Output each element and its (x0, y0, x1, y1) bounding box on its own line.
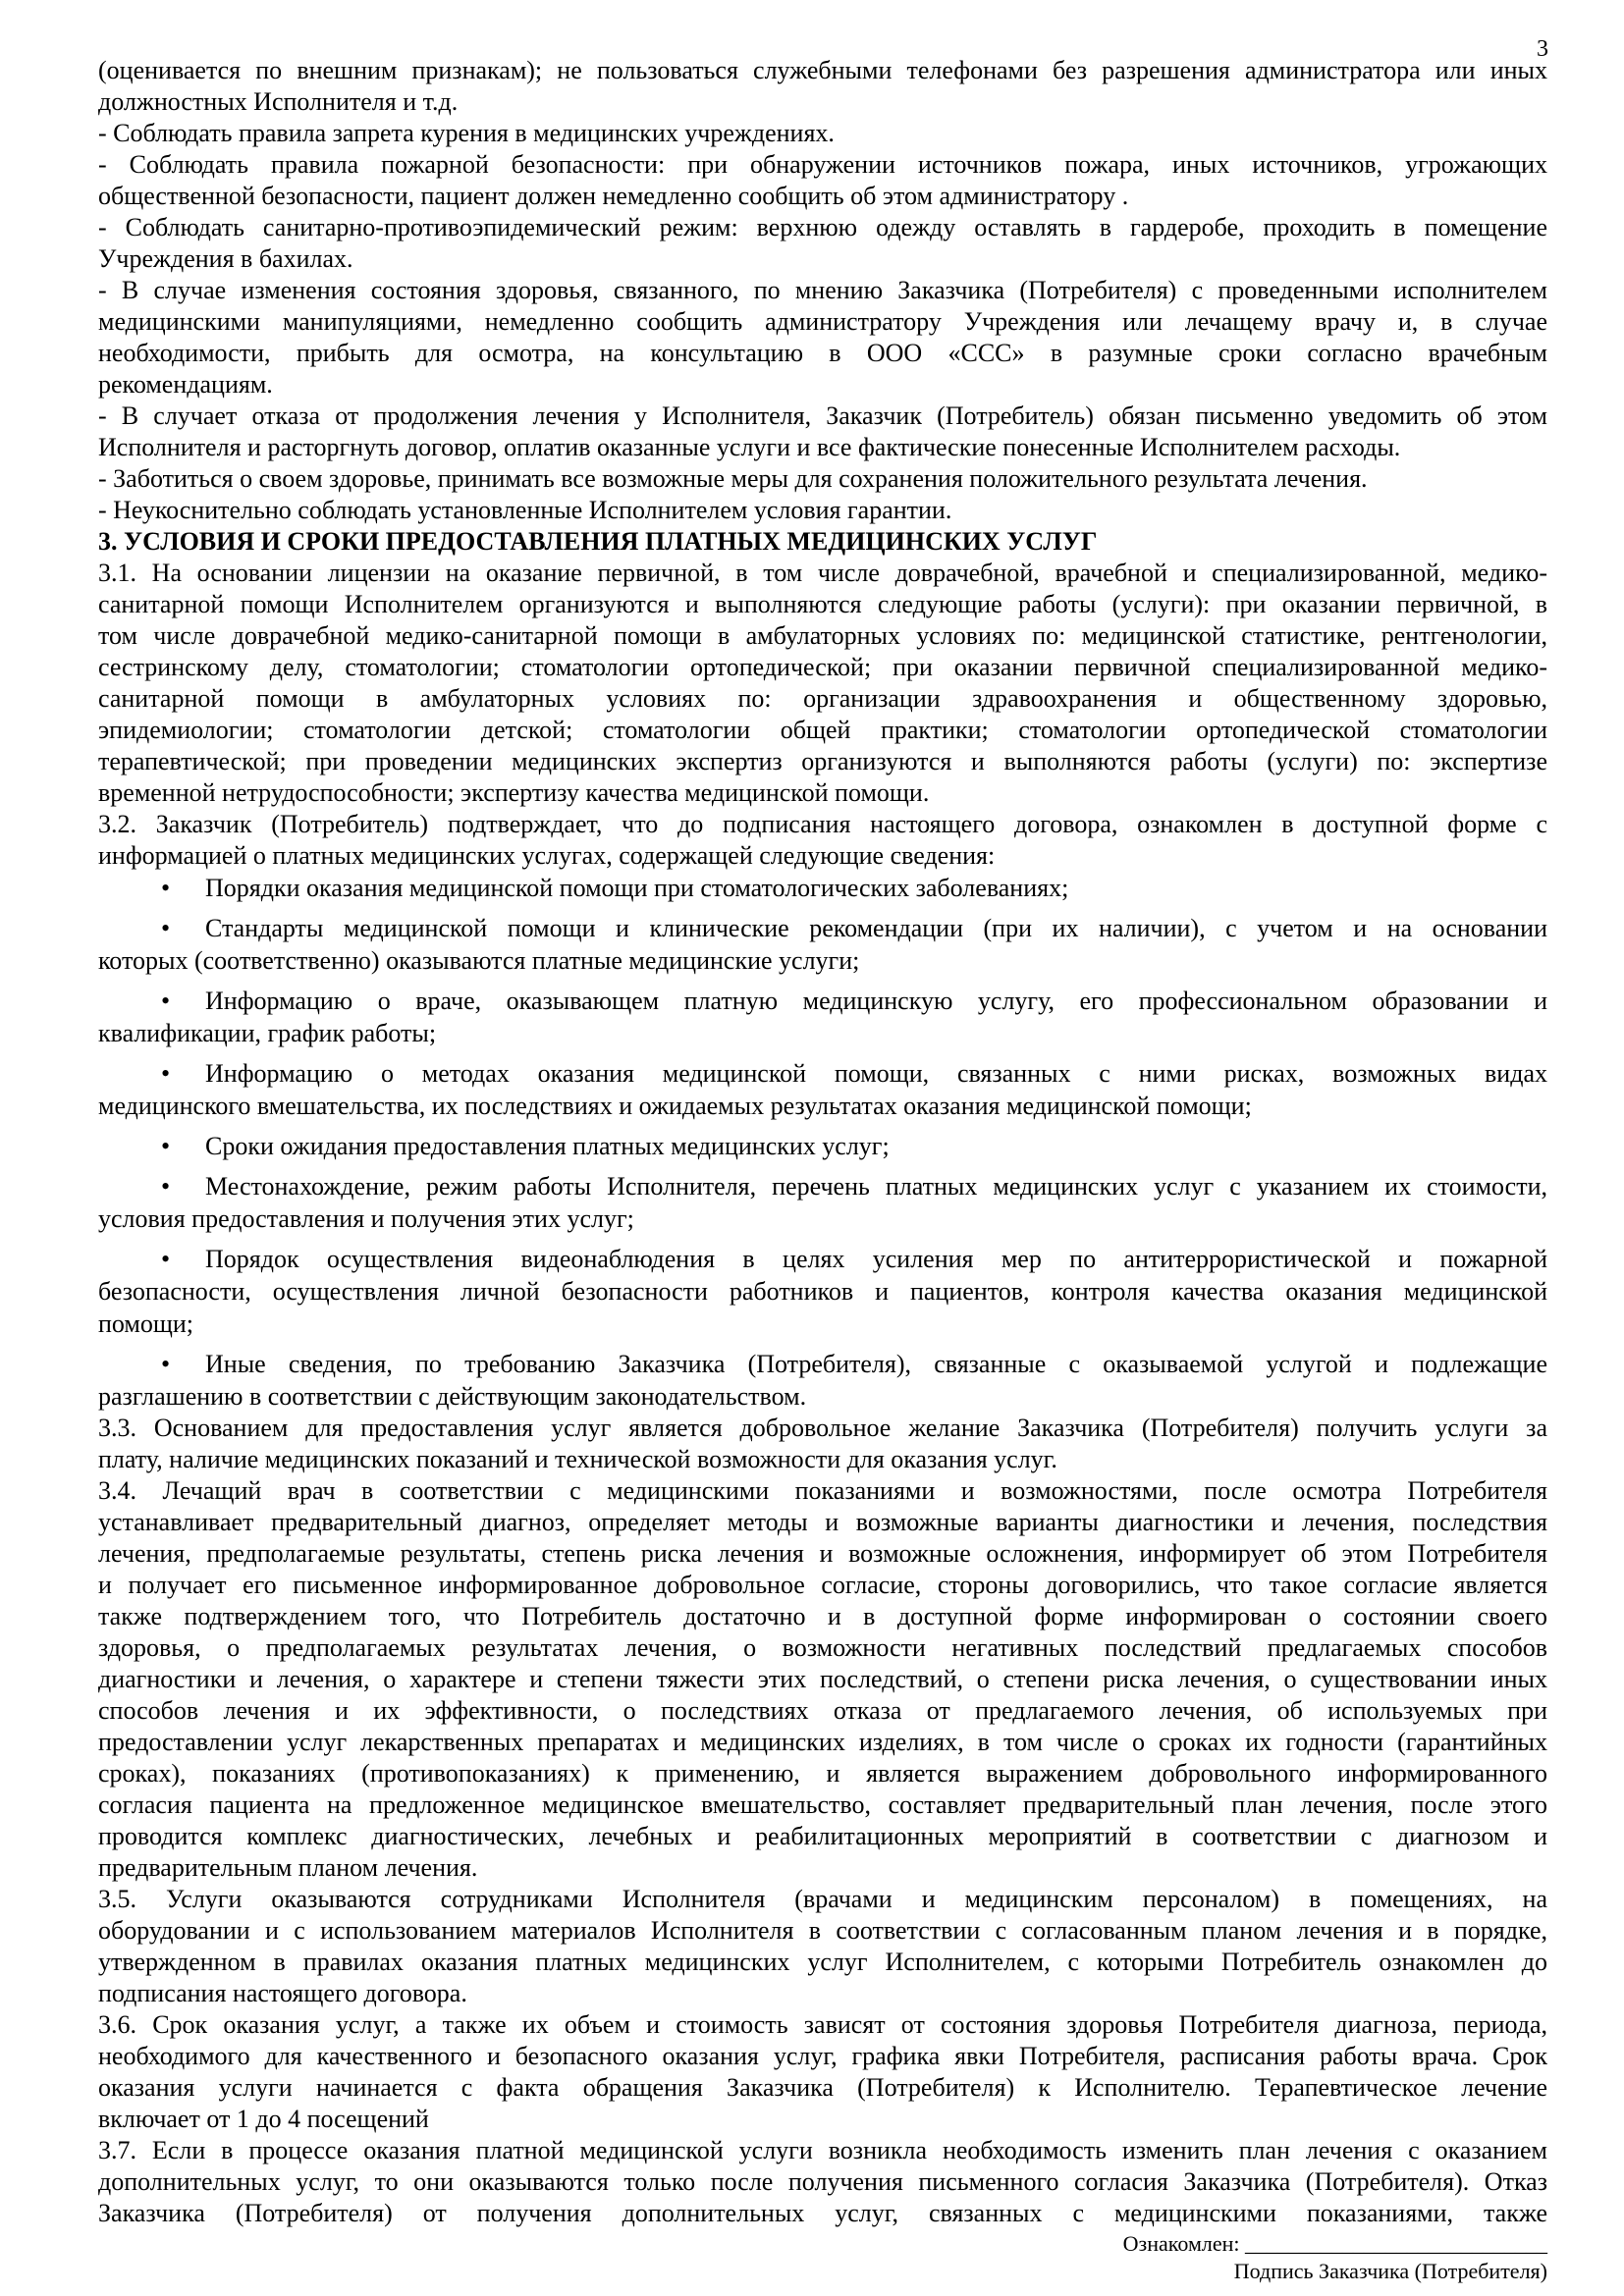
intro-paragraph (98, 118, 1547, 149)
intro-paragraph (98, 55, 1547, 118)
text-line: Исполнителя и расторгнуть договор, оплатив оказанные услуги и все фактические понесенные Исполнителем расходы. (98, 433, 1401, 461)
text-line: сроках), показаниях (противопоказаниях) к применению, и является выражением добровольного информированного (98, 1759, 1547, 1788)
text-line: помощи; (98, 1309, 194, 1338)
text-line: и получает его письменное информированное добровольное согласие, стороны договорились, что такое согласие является (98, 1571, 1547, 1599)
text-line: 3.3. Основанием для предоставления услуг является добровольное желание Заказчика (Потребителя) получить услуги за (98, 1414, 1547, 1442)
text-line: общественной безопасности, пациент должен немедленно сообщить об этом администратору . (98, 182, 1129, 210)
bullet-first-line (98, 1170, 1547, 1202)
text-line: - Заботиться о своем здоровье, принимать все возможные меры для сохранения положительного результата лечения. (98, 464, 1368, 493)
bullet-first-line (98, 912, 1547, 944)
bullet-text: Информацию о методах оказания медицинской помощи, связанных с ними рисках, возможных видах (205, 1059, 1547, 1088)
text-line: 3.1. На основании лицензии на оказание первичной, в том числе доврачебной, врачебной и специализированной, медико- (98, 559, 1547, 587)
bullet-item (98, 872, 1547, 904)
bullet-first-line (98, 1130, 1547, 1162)
text-line: разглашению в соответствии с действующим законодательством. (98, 1382, 807, 1411)
text-line: медицинскими манипуляциями, немедленно сообщить администратору Учреждения или лечащему врачу и, в случае (98, 307, 1547, 336)
text-line: 3.6. Срок оказания услуг, а также их объем и стоимость зависят от состояния здоровья Потребителя диагноза, периода, (98, 2010, 1547, 2039)
text-line: плату, наличие медицинских показаний и технической возможности для оказания услуг. (98, 1445, 1057, 1473)
bullet-text: Сроки ожидания предоставления платных медицинских услуг; (205, 1132, 890, 1160)
clause-3-7 (98, 2135, 1547, 2229)
text-line: здоровья, о предполагаемых результатах лечения, о возможности негативных последствий предлагаемых способов (98, 1633, 1547, 1662)
text-line: подписания настоящего договора. (98, 1979, 467, 2007)
bullet-first-line (98, 985, 1547, 1017)
intro-paragraph (98, 400, 1547, 463)
bullet-first-line (98, 1057, 1547, 1090)
text-line: сестринскому делу, стоматологии; стоматологии ортопедической; при оказании первичной специализированной медико- (98, 653, 1547, 681)
intro-paragraph (98, 275, 1547, 400)
text-line: лечения, предполагаемые результаты, степень риска лечения и возможные осложнения, информирует об этом Потребителя (98, 1539, 1547, 1568)
text-line: также подтверждением того, что Потребитель достаточно и в доступной форме информирован о состоянии своего (98, 1602, 1547, 1630)
bullet-item (98, 985, 1547, 1049)
text-line: временной нетрудоспособности; экспертизу качества медицинской помощи. (98, 778, 930, 807)
text-line: 3.4. Лечащий врач в соответствии с медицинскими показаниями и возможностями, после осмотра Потребителя (98, 1476, 1547, 1505)
bullet-first-line (98, 1348, 1547, 1380)
acknowledged-signature-line: Ознакомлен: ____________________________ (1122, 2231, 1547, 2256)
clause-3-3 (98, 1413, 1547, 1475)
text-line: проводится комплекс диагностических, лечебных и реабилитационных мероприятий в соответствии с диагнозом и (98, 1822, 1547, 1850)
text-line: предоставлении услуг лекарственных препаратах и медицинских изделиях, в том числе о сроках их годности (гарантийных (98, 1728, 1547, 1756)
text-line: Заказчика (Потребителя) от получения дополнительных услуг, связанных с медицинскими показаниями, также (98, 2199, 1547, 2227)
text-line: дополнительных услуг, то они оказываются только после получения письменного согласия Заказчика (Потребителя). Отказ (98, 2167, 1547, 2196)
bullet-item (98, 1170, 1547, 1235)
clause-3-5 (98, 1884, 1547, 2009)
bullet-text: Иные сведения, по требованию Заказчика (Потребителя), связанные с оказываемой услугой и подлежащие (205, 1350, 1547, 1378)
text-line: - Соблюдать правила пожарной безопасности: при обнаружении источников пожара, иных источников, угрожающих (98, 150, 1547, 179)
bullet-icon: • (161, 914, 171, 942)
text-line: оборудовании и с использованием материалов Исполнителя в соответствии с согласованным планом лечения и в порядке, (98, 1916, 1547, 1945)
bullet-item (98, 1130, 1547, 1162)
bullet-icon: • (161, 1059, 171, 1088)
intro-paragraph (98, 463, 1547, 495)
intro-paragraph (98, 212, 1547, 275)
bullet-item (98, 1348, 1547, 1413)
text-line: санитарной помощи в амбулаторных условиях по: организации здравоохранения и общественному здоровью, (98, 684, 1547, 713)
text-line: безопасности, осуществления личной безопасности работников и пациентов, контроля качества оказания медицинской (98, 1277, 1547, 1306)
text-line: диагностики и лечения, о характере и степени тяжести этих последствий, о степени риска лечения, о существовании иных (98, 1665, 1547, 1693)
bullet-text: Порядок осуществления видеонаблюдения в целях усиления мер по антитеррористической и пожарной (205, 1245, 1547, 1273)
text-line: рекомендациям. (98, 370, 273, 399)
document-body (98, 55, 1547, 2229)
text-line: 3.5. Услуги оказываются сотрудниками Исполнителя (врачами и медицинским персоналом) в помещениях, на (98, 1885, 1547, 1913)
text-line: 3.7. Если в процессе оказания платной медицинской услуги возникла необходимость изменить план лечения с оказанием (98, 2136, 1547, 2164)
bullet-first-line (98, 1243, 1547, 1275)
clause-3-1 (98, 558, 1547, 809)
intro-paragraph (98, 149, 1547, 212)
text-line: включает от 1 до 4 посещений (98, 2105, 429, 2133)
page-number: 3 (1537, 36, 1548, 62)
intro-paragraph (98, 495, 1547, 526)
text-line: оказания услуги начинается с факта обращения Заказчика (Потребителя) к Исполнителю. Терапевтическое лечение (98, 2073, 1547, 2102)
text-line: - Соблюдать санитарно-противоэпидемический режим: верхнюю одежду оставлять в гардеробе, проходить в помещение (98, 213, 1547, 241)
text-line: медицинского вмешательства, их последствиях и ожидаемых результатах оказания медицинской помощи; (98, 1092, 1252, 1120)
bullet-item (98, 1243, 1547, 1340)
bullet-list (98, 872, 1547, 1413)
section-3-heading-text: 3. УСЛОВИЯ И СРОКИ ПРЕДОСТАВЛЕНИЯ ПЛАТНЫХ МЕДИЦИНСКИХ УСЛУГ (98, 527, 1098, 556)
text-line: информацией о платных медицинских услугах, содержащей следующие сведения: (98, 841, 996, 870)
section-3-heading (98, 526, 1547, 558)
text-line: необходимости, прибыть для осмотра, на консультацию в ООО «ССС» в разумные сроки согласно врачебным (98, 339, 1547, 367)
bullet-icon: • (161, 1132, 171, 1160)
text-line: Учреждения в бахилах. (98, 244, 353, 273)
text-line: способов лечения и их эффективности, о последствиях отказа от предлагаемого лечения, об используемых при (98, 1696, 1547, 1725)
bullet-icon: • (161, 1350, 171, 1378)
text-line: утвержденном в правилах оказания платных медицинских услуг Исполнителем, с которыми Потребитель ознакомлен до (98, 1948, 1547, 1976)
bullet-text: Порядки оказания медицинской помощи при стоматологических заболеваниях; (205, 874, 1069, 902)
text-line: (оценивается по внешним признакам); не пользоваться служебными телефонами без разрешения администратора или иных (98, 56, 1547, 84)
bullet-first-line (98, 872, 1547, 904)
text-line: - В случае изменения состояния здоровья, связанного, по мнению Заказчика (Потребителя) с проведенными исполнителем (98, 276, 1547, 304)
bullet-icon: • (161, 987, 171, 1015)
text-line: 3.2. Заказчик (Потребитель) подтверждает, что до подписания настоящего договора, ознакомлен в доступной форме с (98, 810, 1547, 838)
clause-3-4 (98, 1475, 1547, 1884)
bullet-text: Местонахождение, режим работы Исполнителя, перечень платных медицинских услуг с указанием их стоимости, (205, 1172, 1547, 1201)
clause-3-6 (98, 2009, 1547, 2135)
bullet-text: Информацию о враче, оказывающем платную медицинскую услугу, его профессиональном образовании и (205, 987, 1547, 1015)
bullet-icon: • (161, 1245, 171, 1273)
signature-block (1123, 2230, 1547, 2285)
text-line: устанавливает предварительный диагноз, определяет методы и возможные варианты диагностики и лечения, последствия (98, 1508, 1547, 1536)
text-line: необходимого для качественного и безопасного оказания услуг, графика явки Потребителя, расписания работы врача. Срок (98, 2042, 1547, 2070)
bullet-item (98, 912, 1547, 977)
text-line: том числе доврачебной медико-санитарной помощи в амбулаторных условиях по: медицинской статистике, рентгенологии, (98, 621, 1547, 650)
bullet-icon: • (161, 1172, 171, 1201)
text-line: квалификации, график работы; (98, 1019, 437, 1047)
text-line: - Неукоснительно соблюдать установленные Исполнителем условия гарантии. (98, 496, 952, 524)
text-line: условия предоставления и получения этих услуг; (98, 1204, 634, 1233)
text-line: санитарной помощи Исполнителем организуются и выполняются следующие работы (услуги): при оказании первичной, в (98, 590, 1547, 618)
text-line: должностных Исполнителя и т.д. (98, 87, 459, 116)
text-line: - В случает отказа от продолжения лечения у Исполнителя, Заказчик (Потребитель) обязан письменно уведомить об этом (98, 401, 1547, 430)
clause-3-2 (98, 809, 1547, 872)
bullet-item (98, 1057, 1547, 1122)
text-line: предварительным планом лечения. (98, 1853, 478, 1882)
bullet-icon: • (161, 874, 171, 902)
text-line: терапевтической; при проведении медицинских экспертиз организуются и выполняются работы (услуги) по: экспертизе (98, 747, 1547, 775)
text-line: которых (соответственно) оказываются платные медицинские услуги; (98, 946, 860, 975)
text-line: эпидемиологии; стоматологии детской; стоматологии общей практики; стоматологии ортопедической стоматологии (98, 716, 1547, 744)
signature-caption: Подпись Заказчика (Потребителя) (1233, 2259, 1547, 2283)
text-line: - Соблюдать правила запрета курения в медицинских учреждениях. (98, 119, 835, 147)
bullet-text: Стандарты медицинской помощи и клинические рекомендации (при их наличии), с учетом и на основании (205, 914, 1547, 942)
text-line: согласия пациента на предложенное медицинское вмешательство, составляет предварительный план лечения, после этого (98, 1790, 1547, 1819)
